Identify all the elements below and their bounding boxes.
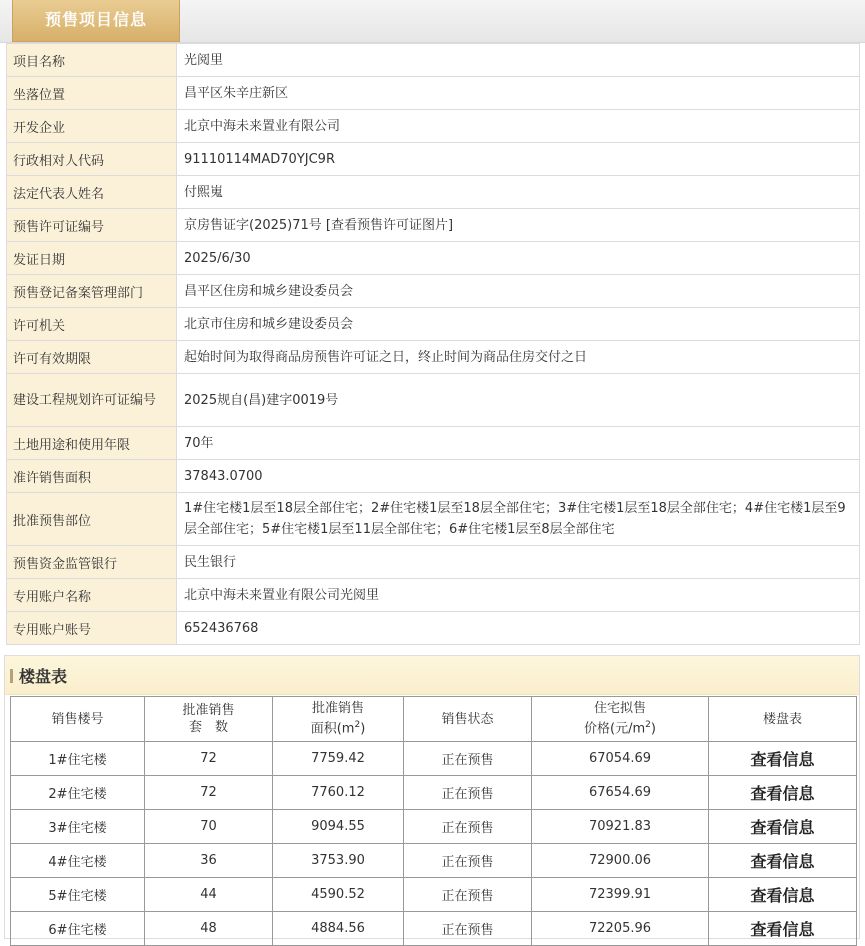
info-row: [7, 579, 860, 612]
building-row: [11, 810, 857, 844]
info-value-text: 京房售证字(2025)71号: [184, 217, 322, 233]
building-list-title: 楼盘表: [19, 667, 68, 686]
units-cell: 72: [145, 776, 273, 810]
info-value: [177, 612, 860, 645]
building-row: [11, 776, 857, 810]
building-row: [11, 844, 857, 878]
info-row: [7, 110, 860, 143]
price-cell: 72205.96: [532, 912, 709, 946]
info-value-text: 91110114MAD70YJC9R: [184, 151, 335, 167]
status-cell: 正在预售: [404, 810, 532, 844]
info-row: [7, 493, 860, 546]
info-label: 许可机关: [7, 308, 177, 341]
info-value-text: 1#住宅楼1层至18层全部住宅；2#住宅楼1层至18层全部住宅；3#住宅楼1层至18层全部住宅；4#住宅楼1层至9层全部住宅；5#住宅楼1层至11层全部住宅；6#住宅楼1层至8层全部住宅: [184, 501, 846, 537]
area-cell: 9094.55: [273, 810, 404, 844]
info-row: [7, 374, 860, 427]
info-value-text: 70年: [184, 435, 214, 451]
info-row: [7, 209, 860, 242]
price-cell: 72399.91: [532, 878, 709, 912]
col-price: 住宅拟售 价格(元$/m^2$): [532, 697, 709, 742]
info-value-text: 北京市住房和城乡建设委员会: [184, 316, 354, 332]
info-value: [177, 110, 860, 143]
info-value: [177, 308, 860, 341]
info-value: [177, 44, 860, 77]
building-row: [11, 912, 857, 946]
info-value: [177, 176, 860, 209]
col-area: 批准销售 面积$(m^2)$: [273, 697, 404, 742]
info-row: [7, 176, 860, 209]
info-label: 许可有效期限: [7, 341, 177, 374]
info-value: [177, 493, 860, 546]
building-cell: 4#住宅楼: [11, 844, 145, 878]
building-cell: 5#住宅楼: [11, 878, 145, 912]
info-label: 准许销售面积: [7, 460, 177, 493]
info-value: [177, 242, 860, 275]
price-cell: 67054.69: [532, 742, 709, 776]
info-row: [7, 143, 860, 176]
info-value-text: 民生银行: [184, 554, 237, 570]
view-info-link[interactable]: 查看信息: [709, 742, 857, 776]
units-cell: 48: [145, 912, 273, 946]
info-label: 建设工程规划许可证编号: [7, 374, 177, 427]
col-units: 批准销售 套 数: [145, 697, 273, 742]
status-cell: 正在预售: [404, 776, 532, 810]
info-label: 法定代表人姓名: [7, 176, 177, 209]
info-value: [177, 427, 860, 460]
col-table: 楼盘表: [709, 697, 857, 742]
building-cell: 2#住宅楼: [11, 776, 145, 810]
building-table: [10, 696, 857, 946]
info-label: 预售许可证编号: [7, 209, 177, 242]
units-cell: 36: [145, 844, 273, 878]
info-row: [7, 44, 860, 77]
info-value-text: 光阅里: [184, 52, 224, 68]
info-label: 批准预售部位: [7, 493, 177, 546]
units-cell: 72: [145, 742, 273, 776]
view-info-link[interactable]: 查看信息: [709, 810, 857, 844]
building-cell: 6#住宅楼: [11, 912, 145, 946]
info-value-text: 652436768: [184, 620, 259, 636]
info-label: 专用账户名称: [7, 579, 177, 612]
info-label: 行政相对人代码: [7, 143, 177, 176]
info-value-text: 昌平区住房和城乡建设委员会: [184, 283, 354, 299]
view-info-link[interactable]: 查看信息: [709, 912, 857, 946]
info-label: 土地用途和使用年限: [7, 427, 177, 460]
area-cell: 3753.90: [273, 844, 404, 878]
section-marker: [10, 669, 13, 683]
view-info-link[interactable]: 查看信息: [709, 878, 857, 912]
info-value: [177, 341, 860, 374]
units-cell: 70: [145, 810, 273, 844]
building-cell: 1#住宅楼: [11, 742, 145, 776]
price-cell: 72900.06: [532, 844, 709, 878]
info-value: [177, 209, 860, 242]
area-cell: 7759.42: [273, 742, 404, 776]
info-row: [7, 427, 860, 460]
building-list-section: [4, 655, 860, 939]
info-label: 预售资金监管银行: [7, 546, 177, 579]
info-row: [7, 308, 860, 341]
col-status: 销售状态: [404, 697, 532, 742]
status-cell: 正在预售: [404, 844, 532, 878]
section-header-bar: [0, 0, 865, 43]
status-cell: 正在预售: [404, 912, 532, 946]
units-cell: 44: [145, 878, 273, 912]
info-row: [7, 275, 860, 308]
building-cell: 3#住宅楼: [11, 810, 145, 844]
info-value: [177, 546, 860, 579]
info-value-text: 北京中海未来置业有限公司光阅里: [184, 587, 380, 603]
building-row: [11, 742, 857, 776]
building-row: [11, 878, 857, 912]
info-row: [7, 546, 860, 579]
info-row: [7, 77, 860, 110]
status-cell: 正在预售: [404, 742, 532, 776]
info-value-text: 2025/6/30: [184, 250, 251, 266]
area-cell: 4884.56: [273, 912, 404, 946]
info-label: 发证日期: [7, 242, 177, 275]
info-row: [7, 460, 860, 493]
info-value: [177, 460, 860, 493]
info-row: [7, 341, 860, 374]
info-label: 坐落位置: [7, 77, 177, 110]
info-value: [177, 374, 860, 427]
view-info-link[interactable]: 查看信息: [709, 844, 857, 878]
info-value: [177, 77, 860, 110]
area-cell: 4590.52: [273, 878, 404, 912]
view-info-link[interactable]: 查看信息: [709, 776, 857, 810]
price-cell: 67654.69: [532, 776, 709, 810]
info-value: [177, 579, 860, 612]
info-value-text: 北京中海未来置业有限公司: [184, 118, 341, 134]
info-value-text: 昌平区朱辛庄新区: [184, 85, 289, 101]
info-value: [177, 275, 860, 308]
view-license-image-link[interactable]: [查看预售许可证图片]: [325, 217, 454, 233]
building-list-header: [5, 656, 859, 695]
info-value-text: 37843.0700: [184, 468, 263, 484]
info-row: [7, 612, 860, 645]
info-row: [7, 242, 860, 275]
info-value-text: 2025规自(昌)建字0019号: [184, 392, 339, 408]
status-cell: 正在预售: [404, 878, 532, 912]
presale-info-table: [6, 43, 860, 645]
info-label: 专用账户账号: [7, 612, 177, 645]
info-label: 项目名称: [7, 44, 177, 77]
price-cell: 70921.83: [532, 810, 709, 844]
info-value: [177, 143, 860, 176]
info-label: 预售登记备案管理部门: [7, 275, 177, 308]
info-value-text: 付熙嵬: [184, 184, 224, 200]
building-table-header: [11, 697, 857, 742]
info-value-text: 起始时间为取得商品房预售许可证之日，终止时间为商品住房交付之日: [184, 349, 588, 365]
col-building: 销售楼号: [11, 697, 145, 742]
area-cell: 7760.12: [273, 776, 404, 810]
section-tab-presale-info: 预售项目信息: [12, 0, 180, 42]
info-label: 开发企业: [7, 110, 177, 143]
